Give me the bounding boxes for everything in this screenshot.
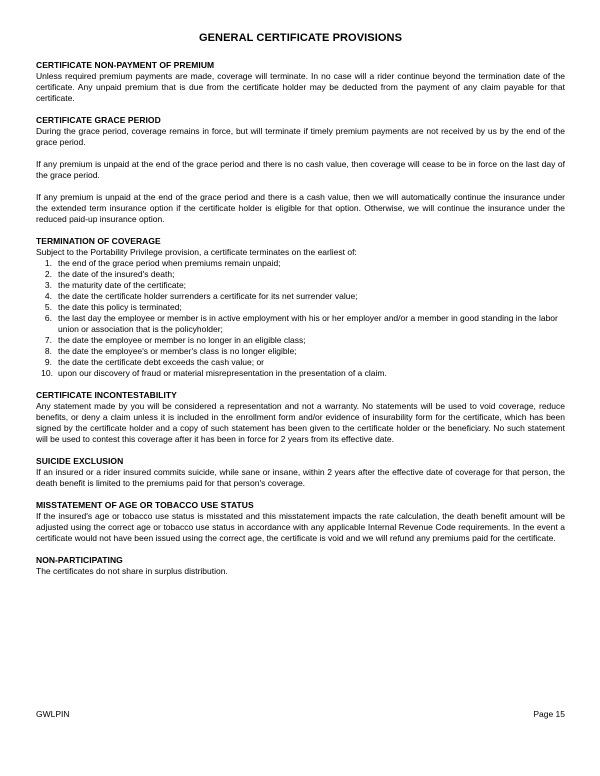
list-item-text: the date the certificate debt exceeds the cash value; or: [58, 357, 265, 367]
section-paragraph: During the grace period, coverage remains in force, but will terminate if timely premium payments are not received by us by the end of the grace period.: [36, 126, 565, 147]
list-item-number: 2.: [44, 269, 52, 279]
section-paragraph: If any premium is unpaid at the end of the grace period and there is a cash value, then we will automatically continue the insurance under the extended term insurance option if the certificate holder is eligible for that option. Otherwise, we will continue the insurance under the reduced paid-up insurance option.: [36, 192, 565, 224]
list-item-text: the date the employee or member is no longer in an eligible class;: [58, 335, 306, 345]
list-item-text: the end of the grace period when premiums remain unpaid;: [58, 258, 281, 268]
list-item-text: the last day the employee or member is in active employment with his or her employer and/or a member in good standing in the labor union or association that is the policyholder;: [58, 313, 558, 334]
section-paragraph: Subject to the Portability Privilege provision, a certificate terminates on the earliest of:: [36, 247, 357, 257]
list-item-number: 1.: [44, 258, 52, 268]
list-item: [36, 280, 565, 291]
section-paragraph: Any statement made by you will be considered a representation and not a warranty. No statements will be used to void coverage, reduce benefits, or deny a claim unless it is included in the enrollment form and/or evidence of insurability form for the certificate, which has been signed by the certificate holder and a copy of such statement has been given to the certificate holder or the beneficiary. No such statement will be used to contest this coverage after it has been in force for 2 years from its effective date.: [36, 401, 565, 444]
section-certificate-non-payment-of-premium: [36, 60, 565, 104]
section-suicide-exclusion: [36, 456, 565, 489]
list-item-text: upon our discovery of fraud or material misrepresentation in the presentation of a claim.: [58, 368, 387, 378]
termination-conditions-list: [36, 258, 565, 379]
list-item-number: 8.: [44, 346, 52, 356]
section-paragraph: If the insured's age or tobacco use status is misstated and this misstatement impacts the rate calculation, the death benefit amount will be adjusted using the correct age or tobacco use status in accordance with any applicable Internal Revenue Code requirements. In the event a certificate would not have been issued using the correct age, the certificate is void and we will refund any premiums paid for the certificate.: [36, 511, 565, 543]
list-item-text: the date the employee's or member's class is no longer eligible;: [58, 346, 297, 356]
list-item: [36, 313, 565, 335]
list-item-number: 4.: [44, 291, 52, 301]
section-heading: CERTIFICATE NON-PAYMENT OF PREMIUM: [36, 60, 215, 70]
section-non-participating: [36, 555, 565, 577]
section-heading: SUICIDE EXCLUSION: [36, 456, 124, 466]
section-paragraph: Unless required premium payments are made, coverage will terminate. In no case will a rider continue beyond the termination date of the certificate. Any unpaid premium that is due from the certificate holder may be deducted from the payment of any claim payable for that certificate.: [36, 71, 565, 103]
section-certificate-incontestability: [36, 390, 565, 445]
section-heading: MISSTATEMENT OF AGE OR TOBACCO USE STATUS: [36, 500, 254, 510]
list-item-text: the date the certificate holder surrenders a certificate for its net surrender value;: [58, 291, 358, 301]
list-item: [36, 346, 565, 357]
list-item: [36, 335, 565, 346]
document-body: [36, 32, 565, 577]
list-item: [36, 368, 565, 379]
page-footer: [36, 708, 565, 720]
section-paragraph: The certificates do not share in surplus distribution.: [36, 566, 228, 576]
list-item-number: 3.: [44, 280, 52, 290]
list-item-text: the maturity date of the certificate;: [58, 280, 187, 290]
list-item: [36, 258, 565, 269]
page-title: GENERAL CERTIFICATE PROVISIONS: [198, 32, 403, 44]
list-item: [36, 357, 565, 368]
list-item-number: 7.: [44, 335, 52, 345]
section-heading: NON-PARTICIPATING: [36, 555, 123, 565]
list-item: [36, 302, 565, 313]
list-item-number: 6.: [44, 313, 52, 323]
section-termination-of-coverage: [36, 236, 565, 379]
section-heading: CERTIFICATE GRACE PERIOD: [36, 115, 161, 125]
list-item-text: the date this policy is terminated;: [58, 302, 182, 312]
list-item-number: 5.: [44, 302, 52, 312]
list-item: [36, 269, 565, 280]
list-item: [36, 291, 565, 302]
section-paragraph: If an insured or a rider insured commits suicide, while sane or insane, within 2 years after the effective date of coverage for that person, the death benefit is limited to the premiums paid for that person's coverage.: [36, 467, 565, 488]
list-item-number: 10.: [41, 368, 53, 378]
section-misstatement-of-age-or-tobacco-use-status: [36, 500, 565, 544]
footer-form-number: GWLPIN: [36, 708, 70, 719]
section-paragraph: If any premium is unpaid at the end of the grace period and there is no cash value, then coverage will cease to be in force on the last day of the grace period.: [36, 159, 565, 180]
section-heading: CERTIFICATE INCONTESTABILITY: [36, 390, 177, 400]
list-item-text: the date of the insured's death;: [58, 269, 175, 279]
section-certificate-grace-period: [36, 115, 565, 225]
section-heading: TERMINATION OF COVERAGE: [36, 236, 161, 246]
list-item-number: 9.: [44, 357, 52, 367]
footer-page-number: Page 15: [533, 708, 565, 719]
